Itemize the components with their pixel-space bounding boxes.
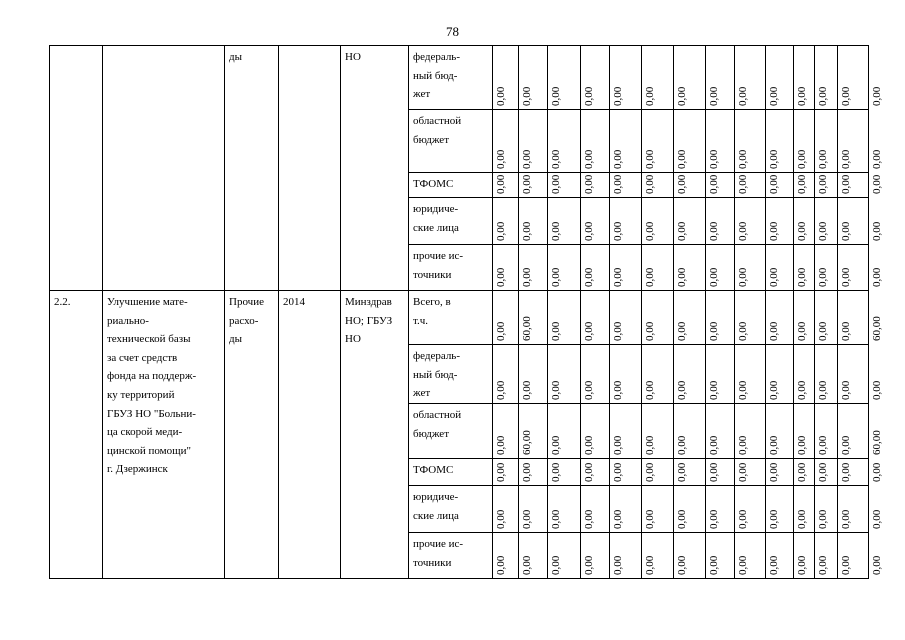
funding-value: 0,00 [768, 380, 780, 400]
funding-value: 0,00 [550, 462, 562, 482]
funding-value: 0,00 [676, 509, 688, 529]
funding-value: 0,00 [583, 221, 595, 241]
funding-value: 0,00 [840, 555, 852, 575]
column-rule [814, 45, 815, 578]
funding-value: 0,00 [817, 174, 829, 194]
funding-value: 0,00 [676, 380, 688, 400]
funding-value: 0,00 [550, 221, 562, 241]
funding-value: 0,00 [840, 321, 852, 341]
funding-source-label: ТФОМС [413, 464, 454, 476]
funding-value: 0,00 [521, 149, 533, 169]
funding-value: 0,00 [737, 221, 749, 241]
funding-value: 0,00 [550, 509, 562, 529]
funding-value: 0,00 [708, 267, 720, 287]
funding-value: 0,00 [644, 321, 656, 341]
funding-value: 0,00 [796, 380, 808, 400]
funding-source-label: юридиче- ские лица [413, 491, 459, 522]
funding-value: 0,00 [871, 509, 883, 529]
funding-value: 0,00 [676, 462, 688, 482]
column-rule [492, 45, 493, 578]
funding-value: 0,00 [521, 221, 533, 241]
funding-value: 0,00 [521, 174, 533, 194]
funding-value: 0,00 [871, 267, 883, 287]
funding-value: 0,00 [495, 321, 507, 341]
funding-value: 0,00 [495, 509, 507, 529]
funding-value: 0,00 [612, 321, 624, 341]
funding-value: 0,00 [583, 86, 595, 106]
funding-value: 0,00 [768, 555, 780, 575]
funding-value: 0,00 [708, 555, 720, 575]
funding-value: 0,00 [644, 149, 656, 169]
funding-value: 0,00 [550, 86, 562, 106]
funding-value: 0,00 [840, 509, 852, 529]
funding-value: 0,00 [521, 380, 533, 400]
funding-value: 0,00 [708, 435, 720, 455]
funding-value: 0,00 [708, 380, 720, 400]
row-rule [49, 290, 869, 291]
funding-value: 0,00 [737, 555, 749, 575]
funding-value: 0,00 [583, 174, 595, 194]
column-rule [793, 45, 794, 578]
funding-value: 0,00 [644, 555, 656, 575]
funding-source-label: федераль- ный бюд- жет [413, 51, 460, 101]
funding-value: 0,00 [840, 174, 852, 194]
funding-value: 0,00 [708, 86, 720, 106]
funding-value: 0,00 [768, 149, 780, 169]
funding-value: 0,00 [676, 267, 688, 287]
row-rule [408, 109, 869, 110]
funding-value: 0,00 [495, 555, 507, 575]
funding-value: 0,00 [612, 555, 624, 575]
funding-value: 0,00 [612, 462, 624, 482]
funding-value: 0,00 [612, 267, 624, 287]
funding-source-label: прочие ис- точники [413, 538, 464, 569]
funding-value: 0,00 [796, 555, 808, 575]
funding-source-label: прочие ис- точники [413, 250, 464, 281]
funding-value: 0,00 [708, 221, 720, 241]
funding-value: 0,00 [796, 509, 808, 529]
funding-value: 0,00 [871, 380, 883, 400]
funding-value: 0,00 [768, 462, 780, 482]
column-rule [49, 45, 50, 578]
funding-value: 0,00 [495, 221, 507, 241]
funding-value: 0,00 [708, 174, 720, 194]
funding-value: 0,00 [796, 221, 808, 241]
funding-value: 0,00 [550, 321, 562, 341]
funding-value: 0,00 [871, 462, 883, 482]
funding-value: 0,00 [737, 435, 749, 455]
funding-value: 0,00 [495, 380, 507, 400]
funding-value: 0,00 [644, 380, 656, 400]
funding-value: 0,00 [550, 555, 562, 575]
funding-value: 0,00 [521, 267, 533, 287]
funding-value: 0,00 [840, 462, 852, 482]
funding-value: 0,00 [495, 174, 507, 194]
funding-value: 0,00 [583, 321, 595, 341]
funding-value: 0,00 [817, 221, 829, 241]
funding-value: 0,00 [495, 435, 507, 455]
funding-value: 0,00 [583, 267, 595, 287]
funding-value: 0,00 [644, 267, 656, 287]
column-rule [868, 45, 869, 578]
funding-source-label: юридиче- ские лица [413, 203, 459, 234]
funding-source-label: Всего, в т.ч. [413, 296, 451, 327]
column-rule [609, 45, 610, 578]
row-rule [408, 197, 869, 198]
funding-value: 60,00 [521, 316, 533, 341]
funding-value: 0,00 [796, 86, 808, 106]
row-rule [408, 532, 869, 533]
funding-value: 0,00 [676, 86, 688, 106]
funding-value: 0,00 [768, 221, 780, 241]
row-rule [408, 485, 869, 486]
funding-value: 0,00 [737, 267, 749, 287]
funding-value: 0,00 [583, 555, 595, 575]
funding-value: 0,00 [676, 321, 688, 341]
funding-value: 0,00 [521, 462, 533, 482]
funding-value: 0,00 [550, 380, 562, 400]
funding-value: 0,00 [708, 149, 720, 169]
row-rule [408, 344, 869, 345]
funding-value: 0,00 [817, 435, 829, 455]
column-rule [837, 45, 838, 578]
funding-value: 0,00 [871, 174, 883, 194]
funding-value: 0,00 [817, 509, 829, 529]
funding-value: 0,00 [495, 462, 507, 482]
column-rule [673, 45, 674, 578]
funding-source-label: федераль- ный бюд- жет [413, 350, 460, 400]
funding-value: 0,00 [840, 149, 852, 169]
funding-value: 0,00 [644, 86, 656, 106]
funding-value: 0,00 [796, 462, 808, 482]
executor: Минздрав НО; ГБУЗ НО [345, 296, 393, 346]
funding-value: 0,00 [521, 509, 533, 529]
column-rule [102, 45, 103, 578]
funding-source-label: областной бюджет [413, 409, 462, 440]
funding-value: 0,00 [817, 462, 829, 482]
funding-value: 0,00 [583, 149, 595, 169]
funding-value: 0,00 [768, 509, 780, 529]
funding-value: 0,00 [737, 380, 749, 400]
row-rule [49, 578, 869, 579]
funding-value: 0,00 [612, 149, 624, 169]
funding-value: 0,00 [612, 221, 624, 241]
funding-value: 0,00 [495, 149, 507, 169]
funding-value: 0,00 [817, 555, 829, 575]
executor: НО [345, 51, 361, 63]
expense-type: ды [229, 51, 242, 63]
column-rule [340, 45, 341, 578]
year: 2014 [283, 296, 305, 308]
funding-value: 0,00 [768, 435, 780, 455]
funding-value: 0,00 [612, 174, 624, 194]
funding-value: 0,00 [817, 321, 829, 341]
funding-value: 0,00 [871, 86, 883, 106]
column-rule [408, 45, 409, 578]
funding-value: 0,00 [583, 462, 595, 482]
funding-value: 0,00 [521, 555, 533, 575]
funding-value: 0,00 [644, 509, 656, 529]
column-rule [278, 45, 279, 578]
column-rule [641, 45, 642, 578]
funding-value: 0,00 [676, 174, 688, 194]
funding-value: 0,00 [796, 149, 808, 169]
funding-value: 0,00 [708, 462, 720, 482]
column-rule [734, 45, 735, 578]
column-rule [518, 45, 519, 578]
funding-value: 0,00 [840, 267, 852, 287]
funding-value: 0,00 [550, 435, 562, 455]
funding-source-label: областной бюджет [413, 115, 462, 146]
funding-value: 0,00 [796, 267, 808, 287]
funding-value: 0,00 [768, 267, 780, 287]
funding-value: 0,00 [840, 380, 852, 400]
funding-value: 0,00 [612, 380, 624, 400]
funding-value: 0,00 [817, 86, 829, 106]
funding-value: 0,00 [796, 435, 808, 455]
funding-value: 0,00 [708, 509, 720, 529]
funding-value: 0,00 [583, 509, 595, 529]
page-number: 78 [446, 24, 459, 39]
funding-value: 0,00 [612, 509, 624, 529]
row-rule [408, 244, 869, 245]
column-rule [547, 45, 548, 578]
funding-value: 0,00 [495, 86, 507, 106]
funding-value: 0,00 [871, 149, 883, 169]
funding-value: 0,00 [521, 86, 533, 106]
funding-value: 0,00 [840, 86, 852, 106]
column-rule [224, 45, 225, 578]
funding-value: 0,00 [796, 321, 808, 341]
measure-name: Улучшение мате- риально- технической базы за счет средств фонда на поддерж- ку территорий ГБУЗ НО "Больни- ца скорой меди- цинской помощи" г. Дзержинск [107, 296, 197, 476]
funding-value: 0,00 [583, 435, 595, 455]
funding-value: 0,00 [768, 174, 780, 194]
funding-value: 0,00 [817, 267, 829, 287]
column-rule [765, 45, 766, 578]
funding-value: 0,00 [644, 221, 656, 241]
funding-value: 0,00 [768, 321, 780, 341]
funding-value: 60,00 [871, 316, 883, 341]
funding-value: 0,00 [737, 509, 749, 529]
funding-value: 0,00 [612, 435, 624, 455]
funding-value: 0,00 [550, 267, 562, 287]
funding-value: 0,00 [871, 555, 883, 575]
funding-value: 0,00 [495, 267, 507, 287]
funding-source-label: ТФОМС [413, 178, 454, 190]
funding-value: 0,00 [737, 462, 749, 482]
funding-value: 0,00 [768, 86, 780, 106]
funding-value: 0,00 [676, 555, 688, 575]
column-rule [580, 45, 581, 578]
funding-value: 0,00 [737, 149, 749, 169]
funding-value: 0,00 [676, 435, 688, 455]
row-rule [49, 45, 869, 46]
funding-value: 0,00 [817, 380, 829, 400]
expense-type: Прочие расхо- ды [229, 296, 264, 346]
funding-value: 0,00 [676, 149, 688, 169]
funding-value: 0,00 [644, 435, 656, 455]
funding-value: 0,00 [644, 462, 656, 482]
funding-value: 0,00 [871, 221, 883, 241]
funding-value: 0,00 [737, 174, 749, 194]
funding-value: 0,00 [840, 221, 852, 241]
funding-value: 0,00 [612, 86, 624, 106]
funding-value: 0,00 [796, 174, 808, 194]
funding-value: 60,00 [871, 430, 883, 455]
funding-value: 0,00 [737, 321, 749, 341]
funding-value: 0,00 [708, 321, 720, 341]
funding-value: 0,00 [817, 149, 829, 169]
row-number: 2.2. [54, 296, 71, 308]
funding-value: 60,00 [521, 430, 533, 455]
column-rule [705, 45, 706, 578]
funding-value: 0,00 [550, 174, 562, 194]
funding-value: 0,00 [737, 86, 749, 106]
funding-value: 0,00 [676, 221, 688, 241]
row-rule [408, 403, 869, 404]
funding-value: 0,00 [840, 435, 852, 455]
funding-value: 0,00 [644, 174, 656, 194]
funding-value: 0,00 [583, 380, 595, 400]
funding-value: 0,00 [550, 149, 562, 169]
